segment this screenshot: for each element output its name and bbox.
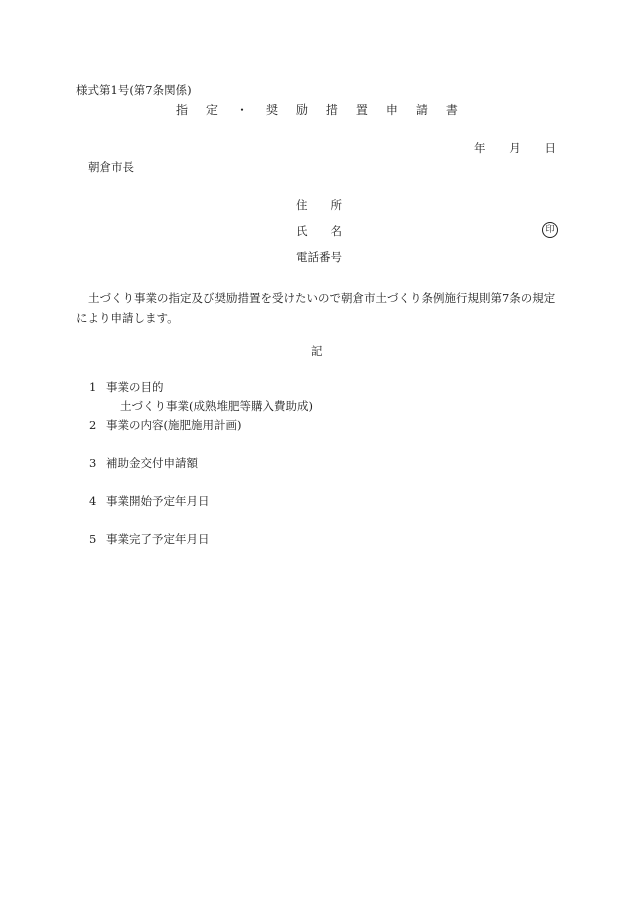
label-char: 住 — [296, 198, 308, 212]
item-number: 5 — [89, 532, 97, 546]
body-text: 土づくり事業の指定及び奨励措置を受けたいので朝倉市土づくり条例施行規則第7条の規定により申請します。 — [76, 291, 556, 325]
item-label: 事業の内容(施肥施用計画) — [106, 418, 242, 432]
title-char: 定 — [205, 103, 218, 117]
label-char: 所 — [330, 198, 342, 212]
item-number: 2 — [89, 418, 97, 432]
title-char: 励 — [295, 103, 308, 117]
form-number: 様式第1号(第7条関係) — [76, 83, 192, 97]
title-char: ・ — [235, 103, 248, 117]
item-label: 事業の目的 — [106, 380, 164, 394]
title-char: 置 — [355, 103, 368, 117]
applicant-name-label — [296, 226, 342, 238]
title-char: 申 — [385, 103, 398, 117]
item-label: 事業完了予定年月日 — [106, 532, 210, 546]
title-char: 措 — [325, 103, 338, 117]
title-char: 指 — [176, 103, 189, 117]
item-detail: 土づくり事業(成熟堆肥等購入費助成) — [120, 399, 313, 413]
label-char: 名 — [330, 224, 342, 238]
item-label: 補助金交付申請額 — [106, 456, 198, 470]
document-title — [176, 104, 458, 116]
item-number: 4 — [89, 494, 97, 508]
applicant-address-label — [296, 200, 342, 212]
date-day-label: 日 — [544, 141, 556, 155]
seal-mark: 印 — [542, 222, 558, 238]
item-number: 1 — [89, 380, 97, 394]
addressee: 朝倉市長 — [88, 160, 134, 174]
applicant-phone-label: 電話番号 — [296, 250, 342, 264]
item-label: 事業開始予定年月日 — [106, 494, 210, 508]
date-month-label: 月 — [509, 141, 521, 155]
title-char: 請 — [415, 103, 428, 117]
record-heading: 記 — [311, 344, 323, 358]
date-line — [474, 143, 556, 155]
date-year-label: 年 — [474, 141, 486, 155]
label-char: 氏 — [296, 224, 308, 238]
title-char: 書 — [445, 103, 458, 117]
title-char: 奨 — [265, 103, 278, 117]
item-number: 3 — [89, 456, 97, 470]
